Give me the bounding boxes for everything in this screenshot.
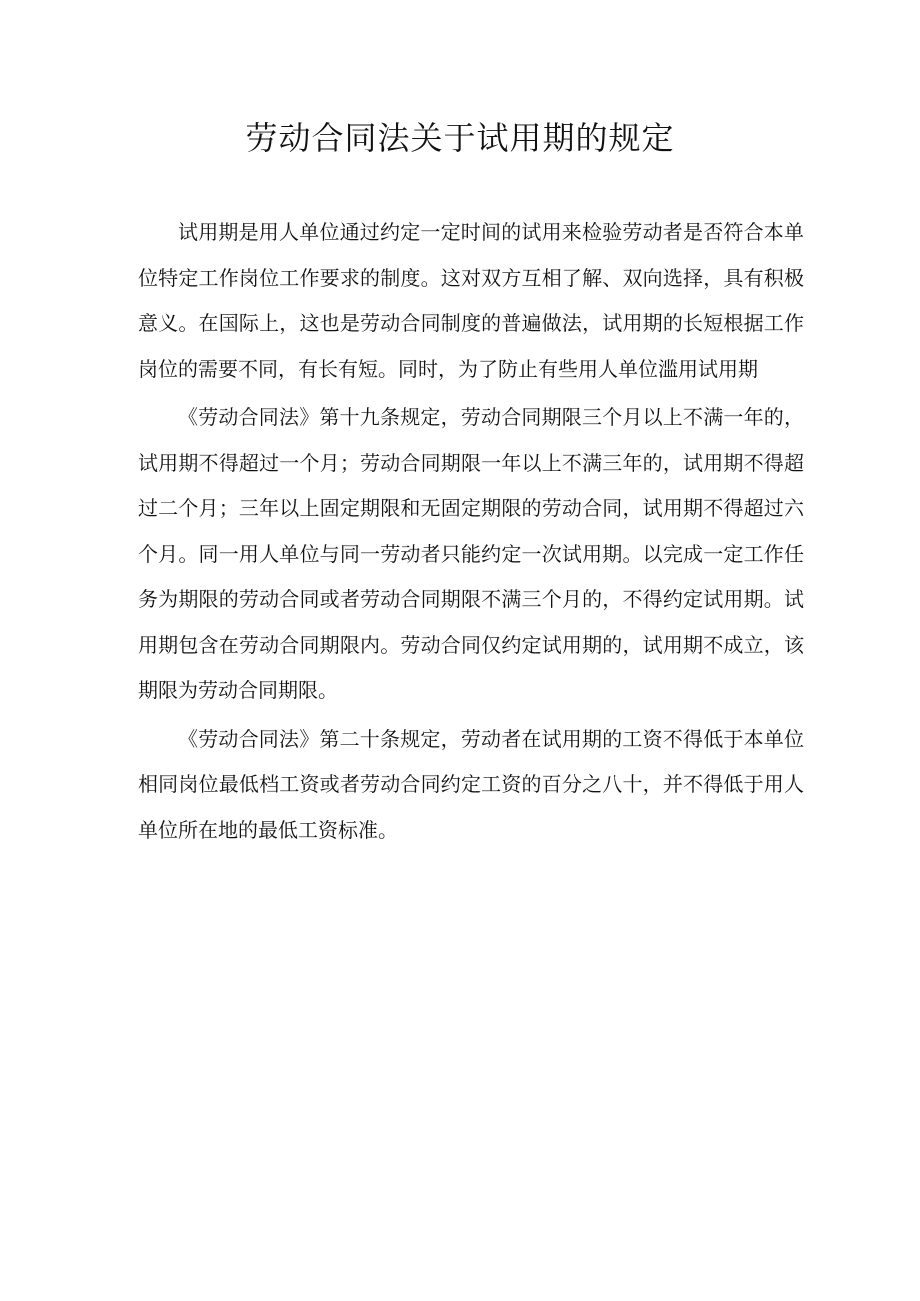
- page-title: 劳动合同法关于试用期的规定: [245, 119, 675, 157]
- paragraph-article-20: 《劳动合同法》第二十条规定，劳动者在试用期的工资不得低于本单位相同岗位最低档工资或者劳动合同约定工资的百分之八十，并不得低于用人单位所在地的最低工资标准。: [138, 726, 804, 842]
- paragraph-intro: 试用期是用人单位通过约定一定时间的试用来检验劳动者是否符合本单位特定工作岗位工作要求的制度。这对双方互相了解、双向选择，具有积极意义。在国际上，这也是劳动合同制度的普遍做法，试用期的长短根据工作岗位的需要不同，有长有短。同时，为了防止有些用人单位滥用试用期: [138, 220, 804, 381]
- paragraph-article-19: 《劳动合同法》第十九条规定，劳动合同期限三个月以上不满一年的，试用期不得超过一个月；劳动合同期限一年以上不满三年的，试用期不得超过二个月；三年以上固定期限和无固定期限的劳动合同，试用期不得超过六个月。同一用人单位与同一劳动者只能约定一次试用期。以完成一定工作任务为期限的劳动合同或者劳动合同期限不满三个月的，不得约定试用期。试用期包含在劳动合同期限内。劳动合同仅约定试用期的，试用期不成立，该期限为劳动合同期限。: [138, 405, 804, 702]
- document-body: [138, 210, 804, 856]
